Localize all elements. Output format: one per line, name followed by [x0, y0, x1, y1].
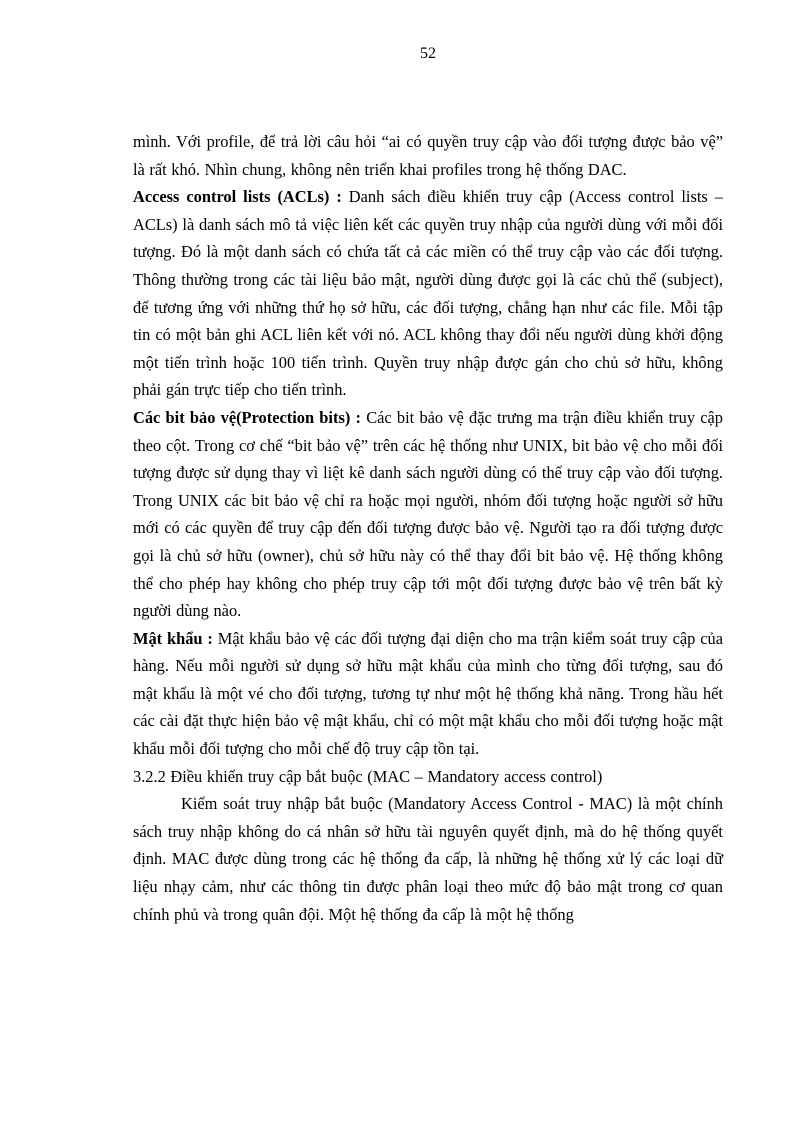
- page-content: [133, 128, 723, 928]
- page-number: 52: [420, 45, 436, 62]
- paragraph-text: 3.2.2 Điều khiển truy cập bắt buộc (MAC – Mandatory access control): [133, 766, 603, 786]
- paragraph-password: [133, 625, 723, 763]
- paragraph-lead-bold: Access control lists (ACLs) :: [133, 187, 349, 207]
- paragraph-text: Kiểm soát truy nhập bắt buộc (Mandatory Access Control - MAC) là một chính sách truy nhập không do cá nhân sở hữu tài nguyên quyết định, mà do hệ thống quyết định. MAC được dùng trong các hệ thống đa cấp, là những hệ thống xử lý các loại dữ liệu nhạy cảm, như các thông tin được phân loại theo mức độ bảo mật trong cơ quan chính phủ và trong quân đội. Một hệ thống đa cấp là một hệ thống: [133, 794, 723, 924]
- paragraph-lead-bold: Mật khẩu :: [133, 628, 218, 648]
- paragraph-profile-continuation: [133, 128, 723, 183]
- paragraph-access-control-lists: [133, 183, 723, 404]
- paragraph-protection-bits: [133, 404, 723, 625]
- paragraph-lead-bold: Các bit bảo vệ(Protection bits) :: [133, 407, 367, 427]
- paragraph-text: Danh sách điều khiển truy cập (Access control lists – ACLs) là danh sách mô tả việc liên kết các quyền truy nhập của người dùng với mỗi đối tượng. Đó là một danh sách có chứa tất cả các miền có thể truy cập vào các đối tượng. Thông thường trong các tài liệu bảo mật, người dùng được gọi là các chủ thể (subject), để tương ứng với những thứ họ sở hữu, các đối tượng, chẳng hạn như các file. Mỗi tập tin có một bản ghi ACL liên kết với nó. ACL không thay đổi nếu người dùng khởi động một tiến trình hoặc 100 tiến trình. Quyền truy nhập được gán cho chủ sở hữu, không phải gán trực tiếp cho tiến trình.: [133, 187, 723, 400]
- paragraph-mac: [133, 790, 723, 928]
- section-heading-3-2-2: [133, 763, 723, 791]
- paragraph-text: Mật khẩu bảo vệ các đối tượng đại diện cho ma trận kiểm soát truy cập của hàng. Nếu mỗi người sử dụng sở hữu mật khẩu của mình cho từng đối tượng, sau đó mật khẩu là một vé cho đối tượng, tương tự như một hệ thống khả năng. Trong hầu hết các cài đặt thực hiện bảo vệ mật khẩu, chỉ có một mật khẩu cho mỗi đối tượng hoặc mật khẩu mỗi đối tượng cho mỗi chế độ truy cập tồn tại.: [133, 628, 723, 759]
- paragraph-text: mình. Với profile, để trả lời câu hỏi “ai có quyền truy cập vào đối tượng được bảo vệ” là rất khó. Nhìn chung, không nên triển khai profiles trong hệ thống DAC.: [133, 132, 723, 179]
- paragraph-text: Các bit bảo vệ đặc trưng ma trận điều khiển truy cập theo cột. Trong cơ chế “bit bảo vệ” trên các hệ thống như UNIX, bit bảo vệ cho mỗi đối tượng được sử dụng thay vì liệt kê danh sách người dùng có thể truy cập vào đối tượng. Trong UNIX các bit bảo vệ chỉ ra hoặc mọi người, nhóm đối tượng hoặc người sở hữu mới có các quyền để truy cập đến đối tượng được bảo vệ. Người tạo ra đối tượng được gọi là chủ sở hữu (owner), chủ sở hữu này có thể thay đổi bit bảo vệ. Hệ thống không thể cho phép hay không cho phép truy cập tới một đối tượng được bảo vệ trên bất kỳ người dùng nào.: [133, 407, 723, 621]
